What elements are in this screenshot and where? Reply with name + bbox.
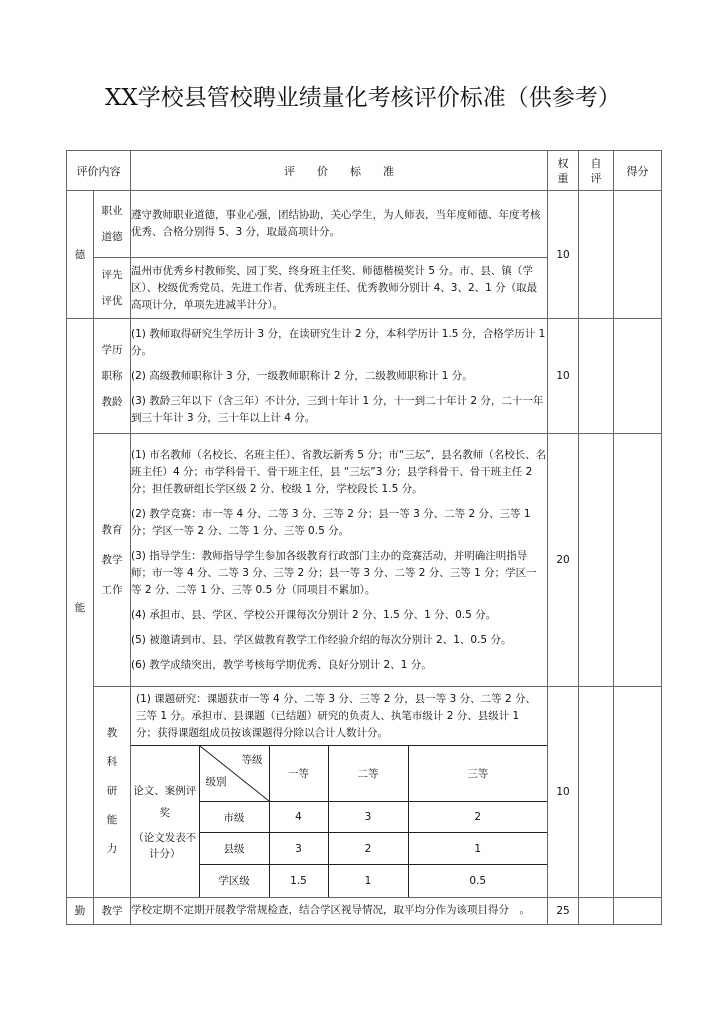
criteria-item: (2) 教学竞赛：市一等 4 分、二等 3 分、三等 2 分；县一等 3 分、二等 2 分、三等 1 分；学区一等 2 分、二等 1 分、三等 0.5 分。	[131, 507, 531, 537]
criteria-text	[131, 319, 548, 434]
score-value: 3	[328, 802, 408, 833]
criteria-item: (3) 指导学生：教师指导学生参加各级教育行政部门主办的竞赛活动，并明确注明指导师；市一等 4 分、二等 3 分、三等 2 分；县一等 3 分、二等 2 分、三等 1 分；学区一等 2 分、二等 1 分、三等 0.5 分（同项目不累加）。	[131, 549, 537, 596]
header-weight: 权重	[548, 151, 579, 191]
criteria-text	[131, 434, 548, 687]
table-row	[67, 319, 662, 434]
level-label: 学区级	[199, 865, 269, 897]
grade-header: 二等	[328, 746, 408, 802]
score-value: 1.5	[269, 865, 328, 897]
self-score-cell[interactable]	[579, 687, 614, 898]
score-value: 2	[328, 833, 408, 865]
row-label: 职业道德	[94, 191, 131, 258]
weight-value: 20	[548, 434, 579, 687]
paper-award-table	[131, 745, 547, 897]
grade-header: 一等	[269, 746, 328, 802]
score-value: 1	[408, 833, 547, 865]
criteria-item: (3) 教龄三年以下（含三年）不计分，三到十年计 1 分，十一到二十年计 2 分，二十一年到三十年计 3 分，三十年以上计 4 分。	[131, 394, 544, 424]
score-value: 2	[408, 802, 547, 833]
score-cell[interactable]	[614, 191, 662, 319]
row-label: 评先评优	[94, 258, 131, 319]
criteria-text: 学校定期不定期开展教学常规检查，结合学区视导情况，取平均分作为该项目得分 。	[131, 897, 548, 924]
page-title: XX学校县管校聘业绩量化考核评价标准（供参考）	[105, 85, 621, 111]
self-score-cell[interactable]	[579, 191, 614, 319]
level-label: 市级	[199, 802, 269, 833]
category-neng: 能	[67, 319, 94, 898]
weight-value: 10	[548, 319, 579, 434]
row-label: 教科研能力	[94, 687, 131, 898]
row-label: 学历职称教龄	[94, 319, 131, 434]
criteria-item: (1) 课题研究：课题获市一等 4 分、二等 3 分、三等 2 分，县一等 3 分、二等 2 分、三等 1 分。承担市、县课题（已结题）研究的负责人、执笔市级计 2 分、县级计 1 分；获得课题组成员按该课题得分除以合计人数计分。	[136, 693, 536, 739]
criteria-item: (5) 被邀请到市、县、学区做教育教学工作经验介绍的每次分别计 2、1、0.5 分。	[131, 633, 512, 646]
header-score: 得分	[614, 151, 662, 191]
self-score-cell[interactable]	[579, 319, 614, 434]
criteria-item: (1) 教师取得研究生学历计 3 分，在读研究生计 2 分，本科学历计 1.5 分，合格学历计 1 分。	[131, 327, 546, 357]
diagonal-header: 等级 级别	[199, 746, 269, 802]
criteria-item: (2) 高级教师职称计 3 分，一级教师职称计 2 分，二级教师职称计 1 分。	[131, 369, 473, 382]
header-content: 评价内容	[67, 151, 131, 191]
table-row	[67, 434, 662, 687]
grade-header: 三等	[408, 746, 547, 802]
score-cell[interactable]	[614, 434, 662, 687]
table-row	[67, 897, 662, 924]
weight-value: 25	[548, 897, 579, 924]
row-label: 教育教学工作	[94, 434, 131, 687]
criteria-item: (1) 市名教师（名校长、名班主任）、省教坛新秀 5 分；市“三坛”，县名教师（名校长、名班主任）4 分；市学科骨干、骨干班主任，县 “三坛”3 分；县学科骨干、骨干班主任 2 分；担任教研组长学区级 2 分、校级 1 分，学校段长 1.5 分。	[131, 448, 547, 495]
score-cell[interactable]	[614, 319, 662, 434]
level-label: 县级	[199, 833, 269, 865]
score-value: 3	[269, 833, 328, 865]
evaluation-table	[66, 150, 662, 925]
criteria-text: 温州市优秀乡村教师奖、园丁奖、终身班主任奖、师德楷模奖计 5 分。市、县、镇（学区）、校级优秀党员、先进工作者、优秀班主任、优秀教师分别计 4、3、2、1 分（取最高项计分，单项先进减半计分）。	[131, 258, 548, 319]
criteria-text: 遵守教师职业道德，事业心强，团结协助，关心学生，为人师表，当年度师德、年度考核优秀、合格分别得 5、3 分，取最高项计分。	[131, 191, 548, 258]
score-cell[interactable]	[614, 897, 662, 924]
score-value: 0.5	[408, 865, 547, 897]
weight-value: 10	[548, 191, 579, 319]
score-value: 1	[328, 865, 408, 897]
header-criteria: 评 价 标 准	[131, 151, 548, 191]
self-score-cell[interactable]	[579, 897, 614, 924]
table-row	[67, 191, 662, 258]
category-de: 德	[67, 191, 94, 319]
criteria-item: (6) 教学成绩突出，教学考核每学期优秀、良好分别计 2、1 分。	[131, 658, 432, 671]
criteria-item: (4) 承担市、县、学区、学校公开课每次分别计 2 分、1.5 分、1 分、0.5 分。	[131, 608, 497, 621]
criteria-text	[131, 687, 548, 898]
weight-value: 10	[548, 687, 579, 898]
score-value: 4	[269, 802, 328, 833]
header-self: 自评	[579, 151, 614, 191]
category-qin: 勤	[67, 897, 94, 924]
score-cell[interactable]	[614, 687, 662, 898]
self-score-cell[interactable]	[579, 434, 614, 687]
paper-label: 论文、案例评奖 （论文发表不计分）	[131, 746, 199, 897]
table-row	[67, 687, 662, 898]
row-label: 教学	[94, 897, 131, 924]
header-row	[67, 151, 662, 191]
